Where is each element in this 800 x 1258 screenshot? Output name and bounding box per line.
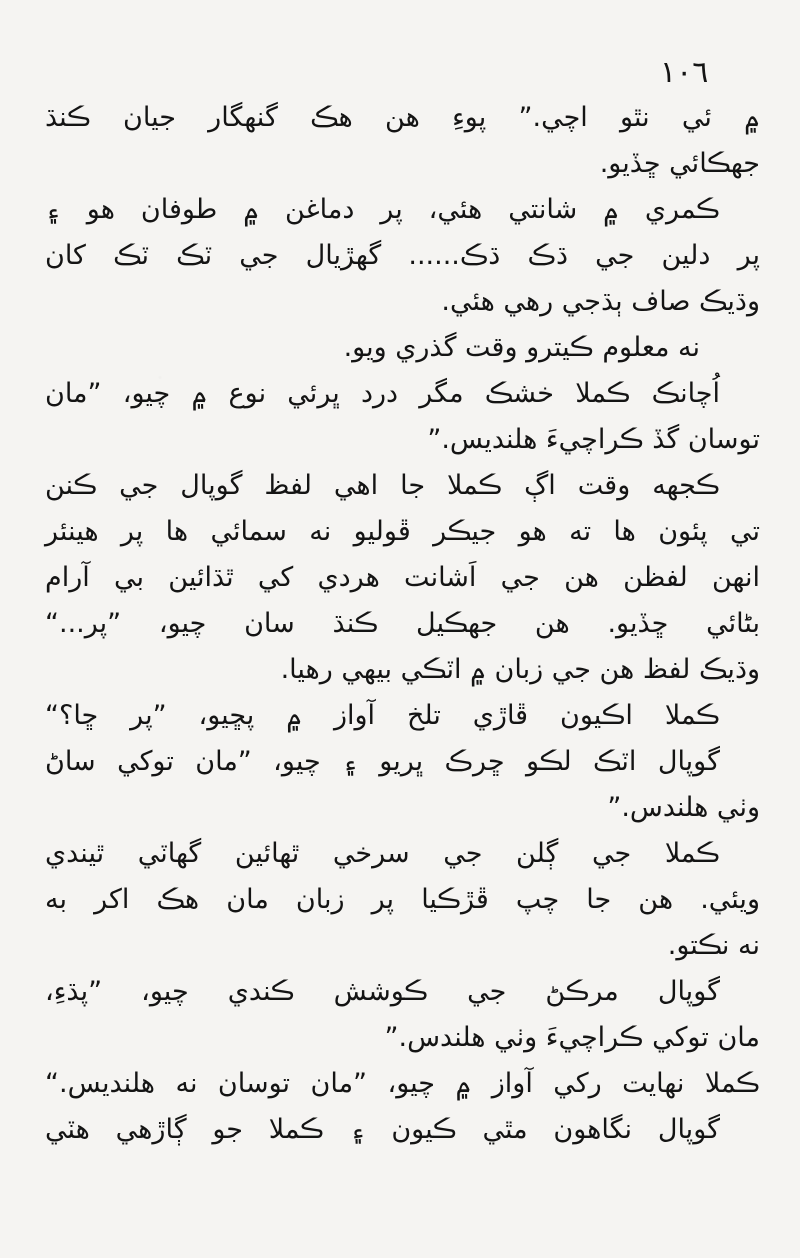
- text-line: نه نڪتو.: [667, 930, 760, 961]
- text-line: ۾ ئي نٿو اچي.” پوءِ هن هڪ گنهگار جيان ڪنڌ: [45, 102, 760, 133]
- text-line: گوپال نگاهون مٿي ڪيون ۽ ڪملا جو ڳاڙهي هٽي: [45, 1114, 720, 1145]
- text-line: تي پئون ها ته هو جيڪر ڦوليو نه سمائي ها پر هينئر: [45, 516, 760, 547]
- text-line: ڪملا نهايت رکي آواز ۾ چيو، ”مان توسان نه هلنديس.“: [45, 1068, 760, 1099]
- text-line: ڪملا اڪيون ڦاڙي تلخ آواز ۾ پڇيو، ”پر ڇا؟“: [45, 700, 720, 731]
- text-line: ڪمري ۾ شانتي هئي، پر دماغن ۾ طوفان هو ۽: [45, 194, 720, 225]
- text-line: گوپال مرڪڻ جي ڪوشش ڪندي چيو، ”پڌءِ،: [45, 976, 720, 1007]
- text-line: وڌيڪ لفظ هن جي زبان ۾ اٽڪي بيهي رهيا.: [280, 654, 760, 685]
- page-number: ١٠٦: [660, 55, 709, 90]
- text-line: وٺي هلندس.”: [607, 792, 760, 823]
- text-line: ڪجهه وقت اڳ ڪملا جا اهي لفظ گوپال جي ڪنن: [45, 470, 720, 501]
- text-line: ويئي. هن جا چپ ڦڙڪيا پر زبان مان هڪ اکر به: [45, 884, 760, 915]
- text-line: بڻائي ڇڏيو. هن جهڪيل ڪنڌ سان چيو، ”پر...“: [45, 608, 760, 639]
- body-text: [45, 95, 760, 1153]
- text-line: نه معلوم ڪيترو وقت گذري ويو.: [343, 332, 700, 363]
- text-line: ڪملا جي ڳلن جي سرخي ٿهائين گهاٽي ٿيندي: [45, 838, 720, 869]
- text-line: توسان گڏ ڪراچيءَ هلنديس.”: [427, 424, 760, 455]
- text-line: جهڪائي ڇڏيو.: [599, 148, 760, 179]
- text-line: اُچانڪ ڪملا خشڪ مگر درد ڀرئي نوع ۾ چيو، ”مان: [45, 378, 720, 409]
- text-line: وڌيڪ صاف ٻڌجي رهي هئي.: [441, 286, 760, 317]
- text-line: انهن لفظن هن جي اَشانت هردي کي ٿڌائين بي آرام: [45, 562, 760, 593]
- text-line: گوپال اٽڪ لڪو ڇرڪ ڀريو ۽ چيو، ”مان توکي ساڻ: [45, 746, 720, 777]
- text-line: پر دلين جي ڌڪ ڌڪ...... گهڙيال جي ٽڪ ٽڪ کان: [45, 240, 760, 271]
- text-line: مان توکي ڪراچيءَ وٺي هلندس.”: [384, 1022, 760, 1053]
